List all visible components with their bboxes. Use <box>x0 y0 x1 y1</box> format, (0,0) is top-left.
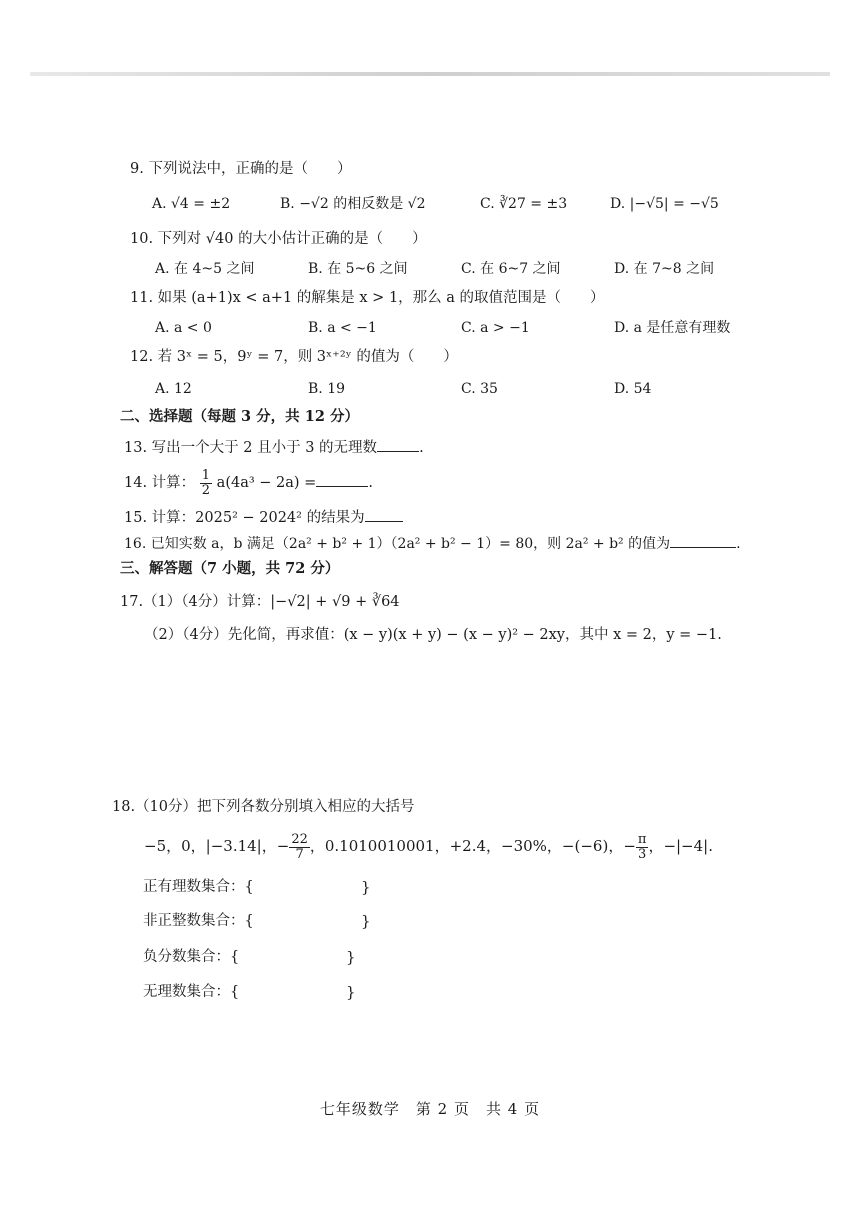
closing-brace: } <box>346 983 356 1001</box>
question-11-stem: 11. 如果 (a+1)x < a+1 的解集是 x > 1，那么 a 的取值范围是（ ） <box>130 290 605 306</box>
option-a: A. √4 = ±2 <box>152 196 231 212</box>
set-irrational <box>143 981 363 1003</box>
page-footer: 七年级数学 第 2 页 共 4 页 <box>319 1100 541 1118</box>
question-17-part-2: （2）（4分）先化简，再求值：(x − y)(x + y) − (x − y)² − 2xy，其中 x = 2，y = −1. <box>144 627 722 643</box>
question-14-prefix: 14. 计算： <box>124 475 196 491</box>
fraction-22-over-7 <box>289 833 310 862</box>
fraction-one-half <box>200 469 212 498</box>
option-c: C. ∛27 = ±3 <box>480 196 568 212</box>
scan-edge <box>30 72 830 76</box>
set-positive-rational <box>143 876 383 898</box>
question-16: 16. 已知实数 a，b 满足（2a² + b² + 1）（2a² + b² − 1）= 80，则 2a² + b² 的值为 . <box>124 533 741 555</box>
section-3-heading: 三、解答题（7 小题，共 72 分） <box>120 560 340 577</box>
question-17-part-1: 17.（1）（4分）计算：|−√2| + √9 + ∛64 <box>120 594 400 610</box>
option-b: B. 19 <box>308 381 346 397</box>
set-label: 正有理数集合：{ <box>143 879 254 895</box>
option-c: C. 35 <box>461 381 498 397</box>
fraction-numerator: π <box>637 831 647 847</box>
numbers-part-b: ，0.1010010001，+2.4，−30%，−(−6)，− <box>309 837 636 855</box>
answer-blank <box>365 507 403 522</box>
closing-brace: } <box>346 948 356 966</box>
set-label: 非正整数集合：{ <box>143 913 254 929</box>
option-b: B. 在 5~6 之间 <box>308 261 408 277</box>
fraction-denominator: 2 <box>201 482 211 498</box>
question-13-text: 13. 写出一个大于 2 且小于 3 的无理数 <box>124 440 378 456</box>
question-15-text: 15. 计算：2025² − 2024² 的结果为 <box>124 510 365 526</box>
option-a: A. 12 <box>155 381 192 397</box>
set-label: 无理数集合：{ <box>143 984 240 1000</box>
question-16-text: 16. 已知实数 a，b 满足（2a² + b² + 1）（2a² + b² − 1）= 80，则 2a² + b² 的值为 <box>124 536 671 552</box>
option-b: B. a < −1 <box>308 320 377 336</box>
question-14: 14. 计算： $\frac{1}{2}$ a(4a³ − 2a) = . <box>124 467 373 498</box>
question-13: 13. 写出一个大于 2 且小于 3 的无理数 . <box>124 437 424 459</box>
fraction-denominator: 3 <box>638 846 647 862</box>
option-b: B. −√2 的相反数是 √2 <box>280 196 426 212</box>
fraction-numerator: 1 <box>201 467 211 483</box>
option-d: D. 在 7~8 之间 <box>614 261 715 277</box>
question-15 <box>124 507 403 529</box>
question-9-stem: 9. 下列说法中，正确的是（ ） <box>130 161 352 177</box>
option-c: C. a > −1 <box>461 320 530 336</box>
option-c: C. 在 6~7 之间 <box>461 261 561 277</box>
numbers-part-c: ，−|−4|. <box>648 837 713 855</box>
closing-brace: } <box>361 912 371 930</box>
option-d: D. a 是任意有理数 <box>614 320 731 336</box>
fraction-denominator: 7 <box>295 846 304 862</box>
question-12-stem: 12. 若 3ˣ = 5，9ʸ = 7，则 3ˣ⁺²ʸ 的值为（ ） <box>130 349 458 365</box>
answer-blank <box>316 472 368 487</box>
option-d: D. |−√5| = −√5 <box>610 196 719 212</box>
set-label: 负分数集合：{ <box>143 949 240 965</box>
question-18-title: 18.（10分）把下列各数分别填入相应的大括号 <box>112 799 415 815</box>
option-a: A. a < 0 <box>155 320 212 336</box>
set-non-positive-integer <box>143 910 383 932</box>
question-18-numbers <box>144 826 713 866</box>
fraction-numerator: 22 <box>291 831 308 847</box>
section-2-heading: 二、选择题（每题 3 分，共 12 分） <box>120 408 359 425</box>
option-d: D. 54 <box>614 381 652 397</box>
question-10-stem: 10. 下列对 √40 的大小估计正确的是（ ） <box>130 231 427 247</box>
numbers-part-a: −5，0，|−3.14|，− <box>144 837 290 855</box>
answer-blank <box>377 437 419 452</box>
question-14-expression: a(4a³ − 2a) = <box>216 475 317 491</box>
option-a: A. 在 4~5 之间 <box>155 261 255 277</box>
fraction-pi-over-3 <box>636 833 649 862</box>
set-negative-fraction <box>143 946 363 968</box>
closing-brace: } <box>361 878 371 896</box>
answer-blank <box>670 533 736 548</box>
